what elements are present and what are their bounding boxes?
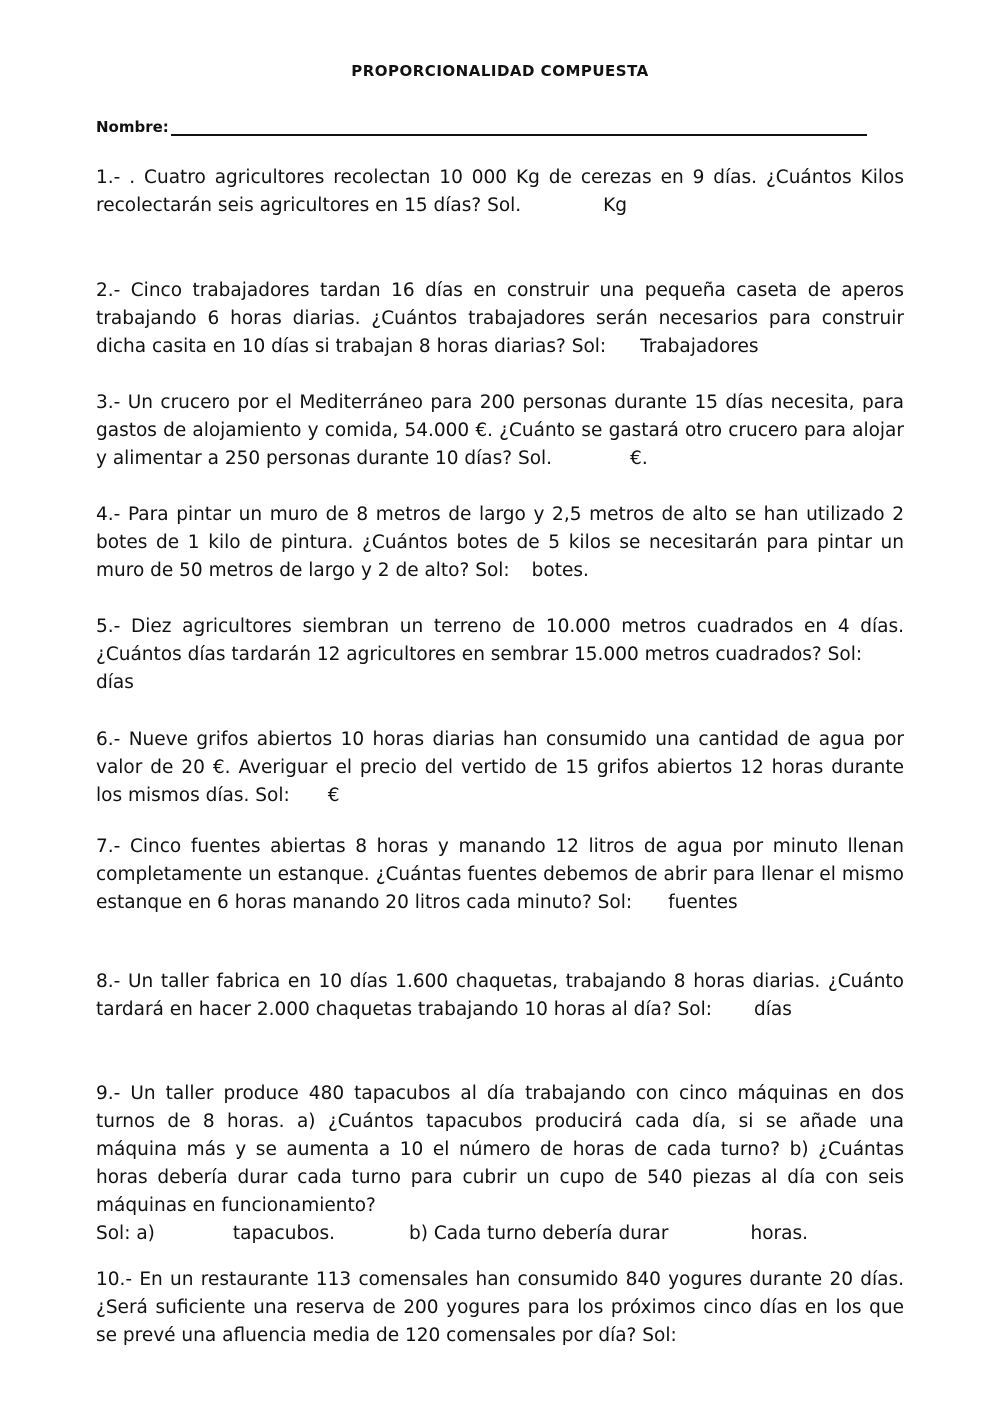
problem-8-unit: días: [753, 999, 792, 1020]
problem-3: [96, 389, 904, 473]
problem-1: [96, 164, 904, 220]
problem-7: [96, 833, 904, 917]
problem-9-answer-b-label: b) Cada turno debería durar: [409, 1223, 669, 1244]
problem-2-unit: Trabajadores: [640, 336, 759, 357]
problem-3-unit: €.: [630, 448, 648, 469]
problem-5: [96, 613, 904, 697]
problem-9-text: 9.- Un taller produce 480 tapacubos al día trabajando con cinco máquinas en dos turnos de 8 horas. a) ¿Cuántos tapacubos producirá cada día, si se añade una máquina más y se aumenta a 10 el número de horas de cada turno? b) ¿Cuántas horas debería durar cada turno para cubrir un cupo de 540 piezas al día con seis máquinas en funcionamiento?: [96, 1083, 904, 1216]
problem-4: [96, 501, 904, 585]
name-row: [96, 116, 867, 136]
problem-2-text: 2.- Cinco trabajadores tardan 16 días en construir una pequeña caseta de aperos trabajando 6 horas diarias. ¿Cuántos trabajadores serán necesarios para construir dicha casita en 10 días si trabajan 8 horas diarias? Sol:: [96, 280, 904, 357]
problem-8: [96, 968, 904, 1024]
problem-9-answer-a-label: Sol: a): [96, 1223, 155, 1244]
problem-1-unit: Kg: [603, 195, 628, 216]
problem-8-text: 8.- Un taller fabrica en 10 días 1.600 chaquetas, trabajando 8 horas diarias. ¿Cuánto tardará en hacer 2.000 chaquetas trabajando 10 horas al día? Sol:: [96, 971, 904, 1020]
problem-9-answer-b-unit: horas.: [750, 1223, 809, 1244]
problem-1-text: 1.- . Cuatro agricultores recolectan 10 000 Kg de cerezas en 9 días. ¿Cuántos Kilos recolectarán seis agricultores en 15 días? Sol.: [96, 167, 904, 216]
problem-2: [96, 277, 904, 361]
name-blank-line: [171, 116, 867, 136]
problem-9-answer-a-unit: tapacubos.: [232, 1223, 336, 1244]
problem-5-unit: días: [96, 672, 134, 693]
problem-5-text: 5.- Diez agricultores siembran un terreno de 10.000 metros cuadrados en 4 días. ¿Cuántos días tardarán 12 agricultores en sembrar 15.000 metros cuadrados? Sol:: [96, 616, 904, 665]
problem-4-unit: botes.: [531, 560, 589, 581]
problem-10: [96, 1266, 904, 1350]
problem-7-text: 7.- Cinco fuentes abiertas 8 horas y manando 12 litros de agua por minuto llenan completamente un estanque. ¿Cuántas fuentes debemos de abrir para llenar el mismo estanque en 6 horas manando 20 litros cada minuto? Sol:: [96, 836, 904, 913]
problem-6-text: 6.- Nueve grifos abiertos 10 horas diarias han consumido una cantidad de agua por valor de 20 €. Averiguar el precio del vertido de 15 grifos abiertos 12 horas durante los mismos días. Sol:: [96, 729, 904, 806]
problem-10-text: 10.- En un restaurante 113 comensales han consumido 840 yogures durante 20 días. ¿Será suficiente una reserva de 200 yogures para los próximos cinco días en los que se prevé una afluencia media de 120 comensales por día? Sol:: [96, 1269, 904, 1346]
problem-6: [96, 726, 904, 810]
problem-9-answer-row: [96, 1220, 904, 1248]
problem-4-text: 4.- Para pintar un muro de 8 metros de largo y 2,5 metros de alto se han utilizado 2 botes de 1 kilo de pintura. ¿Cuántos botes de 5 kilos se necesitarán para pintar un muro de 50 metros de largo y 2 de alto? Sol:: [96, 504, 904, 581]
worksheet-title: PROPORCIONALIDAD COMPUESTA: [351, 62, 649, 80]
problem-9: [96, 1080, 904, 1248]
name-label: Nombre:: [96, 118, 169, 136]
problem-6-unit: €: [327, 785, 340, 806]
problem-7-unit: fuentes: [668, 892, 738, 913]
problem-3-text: 3.- Un crucero por el Mediterráneo para 200 personas durante 15 días necesita, para gastos de alojamiento y comida, 54.000 €. ¿Cuánto se gastará otro crucero para alojar y alimentar a 250 personas durante 10 días? Sol.: [96, 392, 904, 469]
